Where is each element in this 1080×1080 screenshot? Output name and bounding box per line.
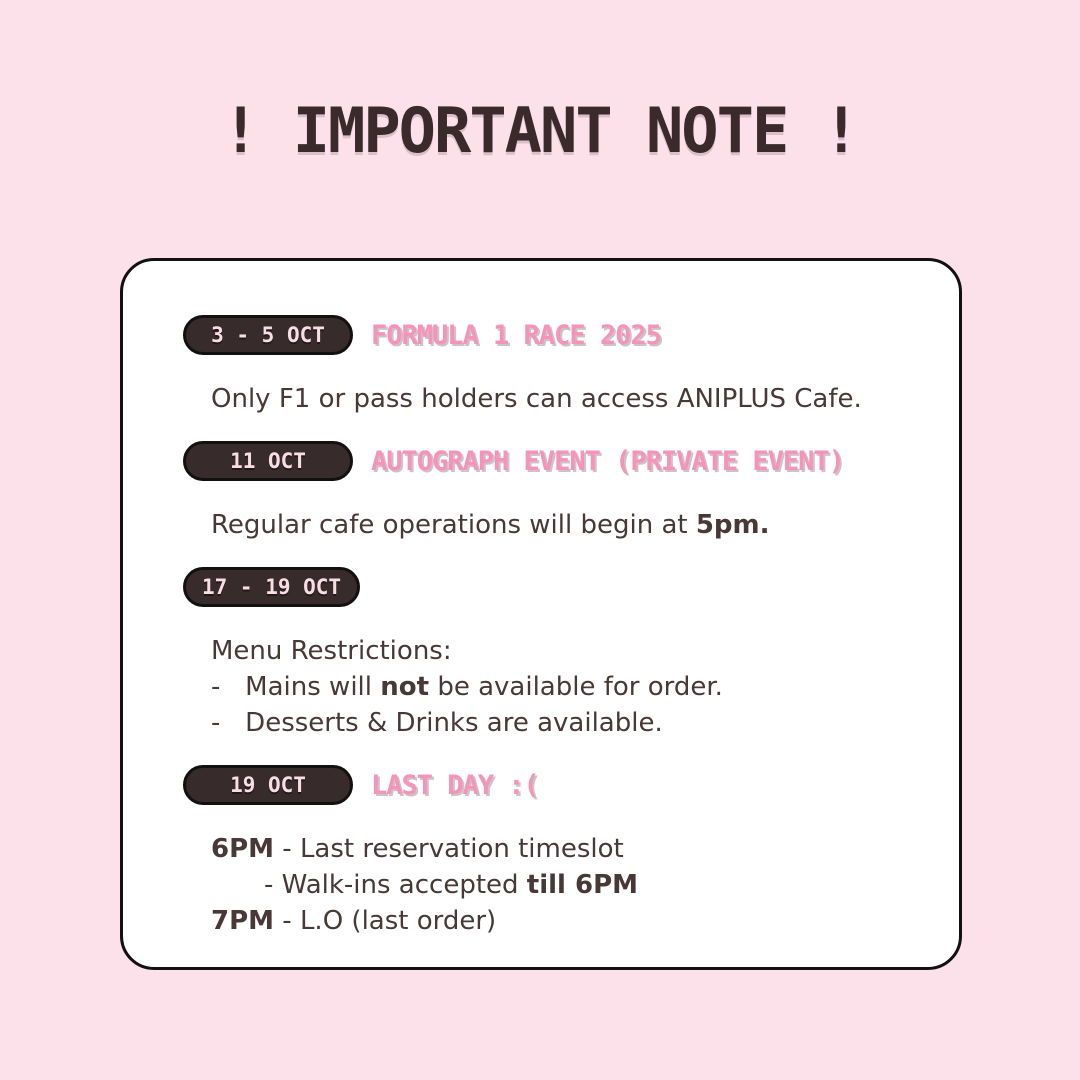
date-badge-label: 11 OCT xyxy=(230,449,306,473)
body-text: Menu Restrictions: xyxy=(211,636,452,666)
body-line xyxy=(211,831,919,867)
body-text-bold: 5pm. xyxy=(695,510,770,540)
date-badge-label: 17 - 19 OCT xyxy=(202,575,342,599)
body-text: - Walk-ins accepted xyxy=(264,870,527,900)
body-line xyxy=(211,669,919,705)
section-heading: LAST DAY :( xyxy=(371,769,539,801)
badge-row xyxy=(183,315,919,355)
badge-row xyxy=(183,567,919,607)
body-line xyxy=(211,381,919,417)
body-text: Only F1 or pass holders can access ANIPLUS Cafe. xyxy=(211,384,862,414)
notice-section xyxy=(183,567,919,741)
body-text-bold: 7PM xyxy=(211,906,275,936)
date-badge xyxy=(183,441,353,481)
sections xyxy=(183,315,919,939)
section-body xyxy=(211,633,919,741)
body-line xyxy=(211,705,919,741)
body-text: - Last reservation timeslot xyxy=(274,834,624,864)
date-badge xyxy=(183,315,353,355)
notice-section xyxy=(183,441,919,543)
notice-section xyxy=(183,315,919,417)
body-text: Regular cafe operations will begin at xyxy=(211,510,696,540)
date-badge-label: 3 - 5 OCT xyxy=(211,323,325,347)
badge-row xyxy=(183,441,919,481)
body-text: - Desserts & Drinks are available. xyxy=(211,708,663,738)
body-line xyxy=(211,867,919,903)
body-line xyxy=(211,903,919,939)
body-text: - Mains will xyxy=(211,672,381,702)
page-title: ! IMPORTANT NOTE ! xyxy=(222,94,858,167)
body-text: be available for order. xyxy=(429,672,723,702)
section-heading: AUTOGRAPH EVENT (PRIVATE EVENT) xyxy=(371,445,844,477)
body-text: - L.O (last order) xyxy=(274,906,497,936)
body-text-bold: 6PM xyxy=(211,834,275,864)
badge-row xyxy=(183,765,919,805)
date-badge xyxy=(183,567,360,607)
notice-section xyxy=(183,765,919,939)
date-badge-label: 19 OCT xyxy=(230,773,306,797)
notice-card xyxy=(120,258,962,970)
body-line xyxy=(211,633,919,669)
body-text-bold: till 6PM xyxy=(526,870,639,900)
section-body xyxy=(211,381,919,417)
section-heading: FORMULA 1 RACE 2025 xyxy=(371,319,661,351)
section-body xyxy=(211,507,919,543)
body-line xyxy=(211,507,919,543)
body-text-bold: not xyxy=(380,672,430,702)
date-badge xyxy=(183,765,353,805)
section-body xyxy=(211,831,919,939)
